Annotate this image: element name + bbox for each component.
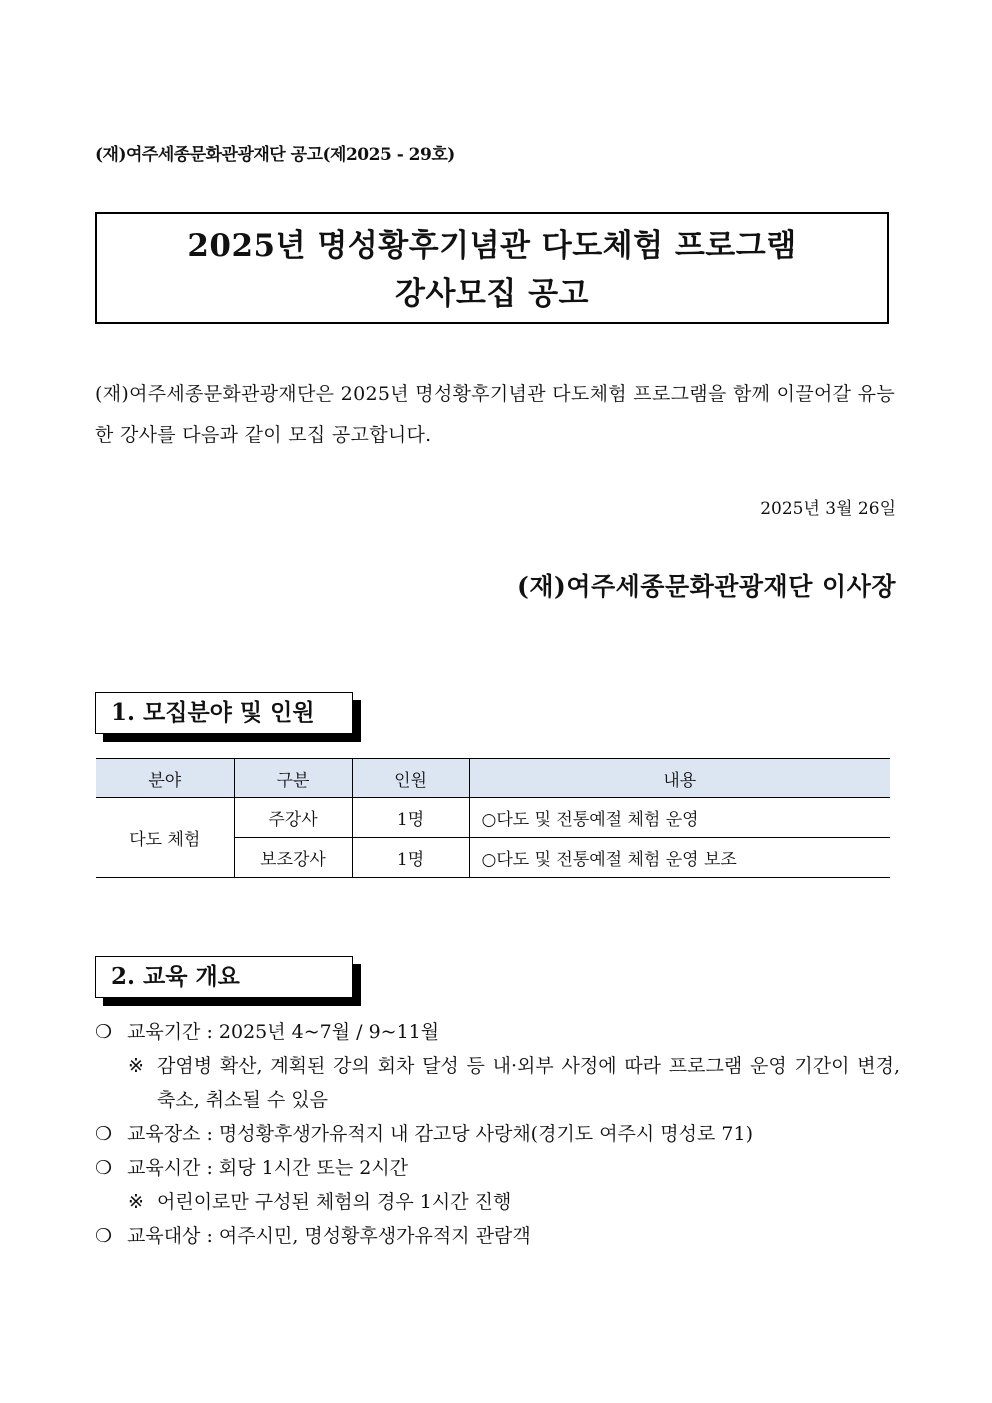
target-text: 교육대상 : 여주시민, 명성황후생가유적지 관람객: [127, 1225, 531, 1247]
signature: (재)여주세종문화관광재단 이사장: [517, 572, 896, 601]
location-text: 교육장소 : 명성황후생가유적지 내 감고당 사랑채(경기도 여주시 명성로 71): [127, 1123, 753, 1145]
period-text: 교육기간 : 2025년 4~7월 / 9~11월: [127, 1021, 440, 1043]
title-line-1: 2025년 명성황후기념관 다도체험 프로그램: [187, 228, 797, 264]
count-cell: 1명: [352, 798, 469, 838]
list-item: [95, 1219, 900, 1253]
table-row: [96, 798, 890, 838]
table-header-row: [96, 759, 890, 798]
category-cell: 주강사: [234, 798, 352, 838]
count-cell: 1명: [352, 838, 469, 878]
list-item: [95, 1015, 900, 1049]
category-cell: 보조강사: [234, 838, 352, 878]
circle-bullet-icon: ❍: [95, 1123, 113, 1145]
section-1-heading: 1. 모집분야 및 인원: [95, 692, 353, 734]
list-note: [95, 1049, 900, 1117]
recruitment-table: [96, 758, 890, 878]
time-note-text: 어린이로만 구성된 체험의 경우 1시간 진행: [157, 1191, 512, 1213]
title-box: [95, 212, 889, 324]
announcement-date: 2025년 3월 26일: [760, 499, 896, 519]
period-note-text: 감염병 확산, 계획된 강의 회차 달성 등 내·외부 사정에 따라 프로그램 운영 기간이 변경, 축소, 취소될 수 있음: [157, 1055, 900, 1111]
circle-bullet-icon: ❍: [95, 1225, 113, 1247]
notice-number: (재)여주세종문화관광재단 공고(제2025 - 29호): [95, 145, 455, 165]
education-overview-list: [95, 1015, 900, 1253]
reference-mark-icon: ※: [128, 1055, 144, 1077]
list-note: [95, 1185, 900, 1219]
time-text: 교육시간 : 회당 1시간 또는 2시간: [127, 1157, 409, 1179]
header-field: 분야: [96, 759, 234, 798]
content-cell: ○다도 및 전통예절 체험 운영: [469, 798, 890, 838]
title-line-2: 강사모집 공고: [395, 276, 589, 312]
circle-bullet-icon: ❍: [95, 1021, 113, 1043]
field-cell: 다도 체험: [96, 798, 234, 878]
list-item: [95, 1151, 900, 1185]
header-count: 인원: [352, 759, 469, 798]
header-content: 내용: [469, 759, 890, 798]
content-cell: ○다도 및 전통예절 체험 운영 보조: [469, 838, 890, 878]
circle-bullet-icon: ❍: [95, 1157, 113, 1179]
reference-mark-icon: ※: [128, 1191, 144, 1213]
header-category: 구분: [234, 759, 352, 798]
intro-paragraph: (재)여주세종문화관광재단은 2025년 명성황후기념관 다도체험 프로그램을 함께 이끌어갈 유능한 강사를 다음과 같이 모집 공고합니다.: [95, 383, 895, 446]
section-2-heading: 2. 교육 개요: [95, 956, 353, 998]
list-item: [95, 1117, 900, 1151]
